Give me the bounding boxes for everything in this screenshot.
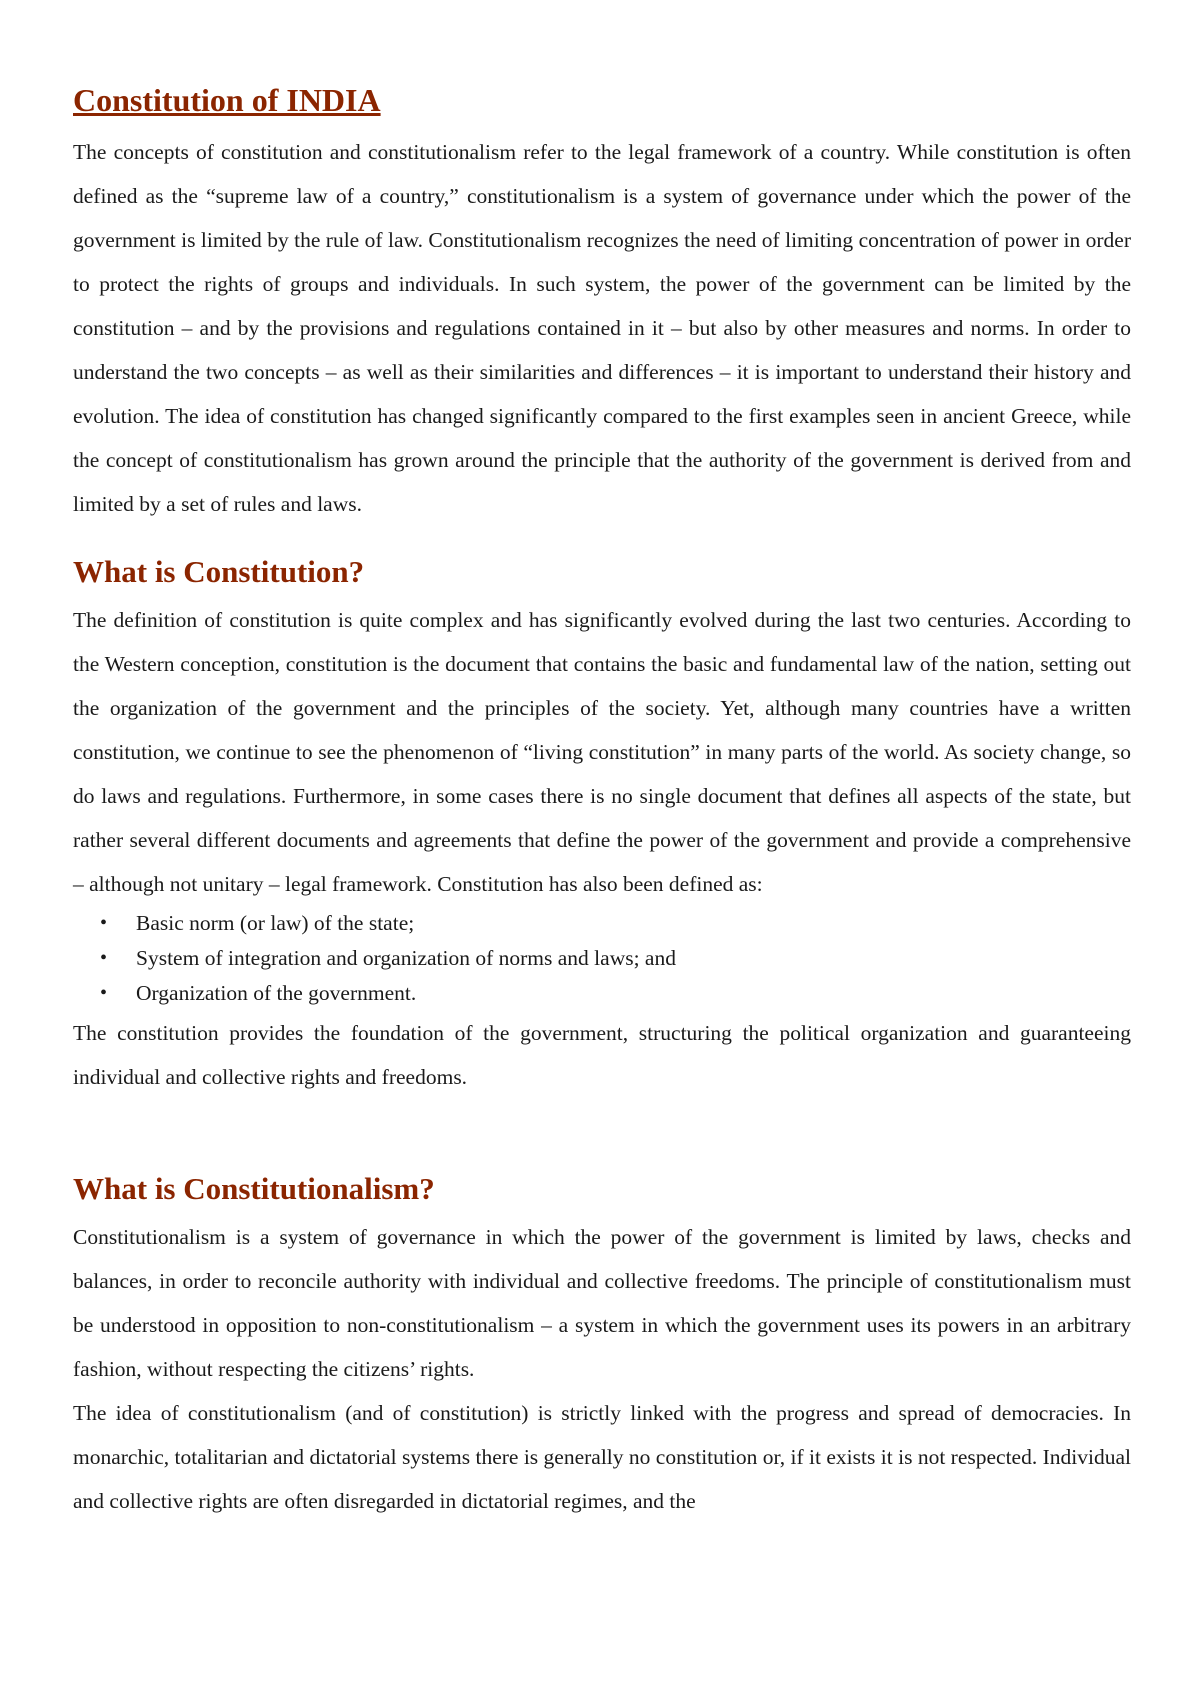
bullet-icon: • xyxy=(100,912,108,934)
document-page xyxy=(73,78,1131,1523)
bullet-icon: • xyxy=(100,982,108,1004)
list-item-text: Basic norm (or law) of the state; xyxy=(136,911,415,935)
spacer xyxy=(73,1099,1131,1167)
constitution-paragraph-2: The constitution provides the foundation of the government, structuring the political organization and guaranteeing individual and collective rights and freedoms. xyxy=(73,1021,1131,1089)
list-item-text: System of integration and organization of norms and laws; and xyxy=(136,946,676,970)
definition-list xyxy=(73,906,1131,1011)
constitutionalism-paragraph-1: Constitutionalism is a system of governance in which the power of the government is limited by laws, checks and balances, in order to reconcile authority with individual and collective freedoms. The principle of constitutionalism must be understood in opposition to non-constitutionalism – a system in which the government uses its powers in an arbitrary fashion, without respecting the citizens’ rights. xyxy=(73,1225,1131,1381)
section-heading-constitutionalism: What is Constitutionalism? xyxy=(73,1171,435,1206)
list-item xyxy=(100,976,1131,1011)
list-item xyxy=(100,941,1131,976)
constitution-paragraph-1: The definition of constitution is quite complex and has significantly evolved during the last two centuries. According to the Western conception, constitution is the document that contains the basic and fundamental law of the nation, setting out the organization of the government and the principles of the society. Yet, although many countries have a written constitution, we continue to see the phenomenon of “living constitution” in many parts of the world. As society change, so do laws and regulations. Furthermore, in some cases there is no single document that defines all aspects of the state, but rather several different documents and agreements that define the power of the government and provide a comprehensive – although not unitary – legal framework. Constitution has also been defined as: xyxy=(73,608,1131,896)
bullet-icon: • xyxy=(100,947,108,969)
list-item-text: Organization of the government. xyxy=(136,981,417,1005)
section-heading-constitution: What is Constitution? xyxy=(73,554,365,589)
intro-paragraph: The concepts of constitution and constitutionalism refer to the legal framework of a country. While constitution is often defined as the “supreme law of a country,” constitutionalism is a system of governance under which the power of the government is limited by the rule of law. Constitutionalism recognizes the need of limiting concentration of power in order to protect the rights of groups and individuals. In such system, the power of the government can be limited by the constitution – and by the provisions and regulations contained in it – but also by other measures and norms. In order to understand the two concepts – as well as their similarities and differences – it is important to understand their history and evolution. The idea of constitution has changed significantly compared to the first examples seen in ancient Greece, while the concept of constitutionalism has grown around the principle that the authority of the government is derived from and limited by a set of rules and laws. xyxy=(73,140,1131,516)
constitutionalism-paragraph-2: The idea of constitutionalism (and of constitution) is strictly linked with the progress and spread of democracies. In monarchic, totalitarian and dictatorial systems there is generally no constitution or, if it exists it is not respected. Individual and collective rights are often disregarded in dictatorial regimes, and the xyxy=(73,1401,1131,1513)
document-title: Constitution of INDIA xyxy=(73,82,381,118)
spacer xyxy=(73,526,1131,550)
list-item xyxy=(100,906,1131,941)
